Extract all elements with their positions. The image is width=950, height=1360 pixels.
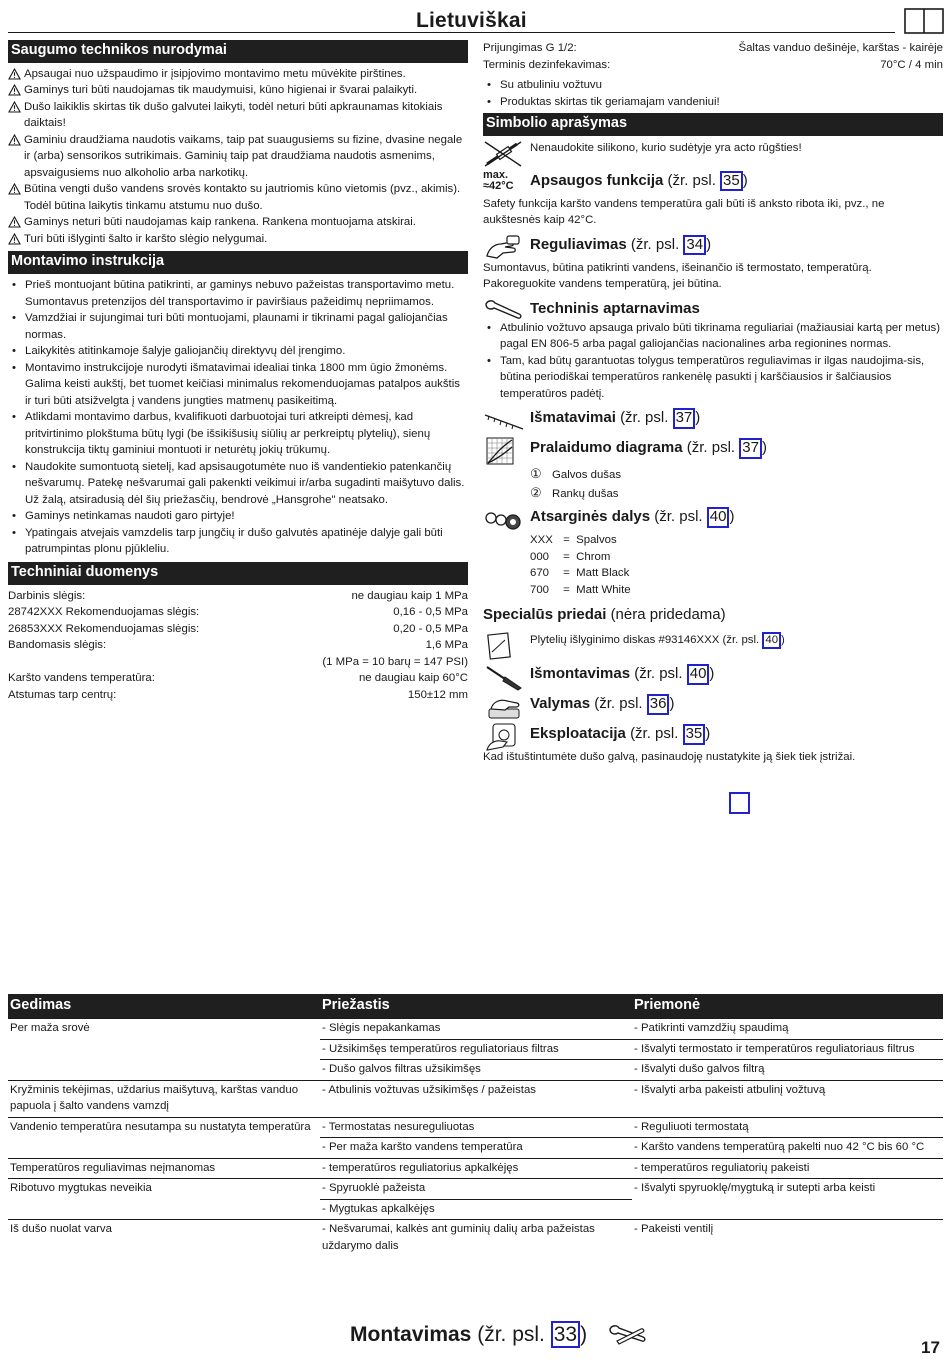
flow-diagram-icon	[483, 437, 525, 465]
disinfection-value: 70°C / 4 min	[880, 58, 943, 71]
cause-cell: - Atbulinis vožtuvas užsikimšęs / pažeistas	[320, 1080, 632, 1117]
hand-adjust-icon	[483, 234, 525, 262]
book-icon	[904, 8, 944, 34]
ref-prefix: (žr. psl.	[477, 1323, 545, 1346]
tech-value: (1 MPa = 10 barų = 147 PSI)	[322, 655, 468, 668]
silicone-row	[483, 140, 943, 170]
ref-suffix: )	[705, 725, 711, 743]
flow-legend-item	[530, 484, 943, 503]
legend-number: ②	[530, 485, 542, 501]
operation-icon	[483, 723, 525, 751]
tech-row	[8, 654, 468, 671]
tech-row	[8, 670, 468, 687]
max-temp: ≈42°C	[483, 180, 514, 193]
fix-cell: - Reguliuoti termostatą	[632, 1117, 943, 1138]
disinfection-row	[483, 57, 943, 74]
list-item: • Laikykitės atitinkamoje šalyje galiojančių direktyvų dėl įrengimo.	[8, 343, 468, 360]
connection-key: Prijungimas G 1/2:	[483, 42, 577, 54]
page-ref-link[interactable]: 40	[707, 507, 730, 528]
tech-value: 0,20 - 0,5 MPa	[393, 622, 468, 635]
warning-text: Turi būti išlyginti šalto ir karšto slėgio nelygumai.	[24, 232, 268, 245]
ruler-icon	[483, 407, 525, 435]
right-column	[483, 40, 943, 766]
cause-cell: - Dušo galvos filtras užsikimšęs	[320, 1060, 632, 1081]
footer-title	[350, 1320, 587, 1350]
warning-icon	[8, 84, 21, 96]
page-ref-link[interactable]: 35	[683, 724, 706, 745]
dismount-row	[483, 663, 943, 689]
page-ref-link[interactable]: 40	[687, 664, 710, 685]
ref-prefix: (žr. psl.	[634, 665, 683, 683]
cause-cell: - Užsikimšęs temperatūros reguliatoriaus filtras	[320, 1039, 632, 1060]
color-code: 000	[530, 550, 550, 563]
warning-text: Gaminys turi būti naudojamas tik maudymuisi, kūno higienai ir švarai palaikyti.	[24, 84, 418, 97]
disinfection-key: Terminis dezinfekavimas:	[483, 58, 611, 71]
tech-key: Darbinis slėgis:	[8, 589, 86, 602]
installation-heading: Montavimo instrukcija	[8, 251, 468, 274]
legend-label: Rankų dušas	[552, 488, 619, 501]
warning-icon	[8, 216, 21, 228]
fix-cell: - temperatūros reguliatorių pakeisti	[632, 1158, 943, 1179]
empty-link-box[interactable]	[729, 792, 750, 814]
fault-cell: Iš dušo nuolat varva	[8, 1220, 320, 1257]
fix-cell: - Pakeisti ventilį	[632, 1220, 943, 1257]
tech-value: 1,6 MPa	[425, 639, 468, 652]
ref-prefix: (žr. psl.	[594, 695, 643, 713]
cause-cell: - temperatūros reguliatorius apkalkėjęs	[320, 1158, 632, 1179]
tile-disc-icon	[483, 632, 525, 660]
color-code: XXX	[530, 534, 553, 547]
adjust-text: Sumontavus, būtina patikrinti vandens, išeinančio iš termostato, temperatūrą. Pakoreguokite vandens temperatūrą, jei būtina.	[483, 261, 872, 291]
tech-row	[8, 687, 468, 704]
table-row	[8, 1220, 943, 1257]
ref-suffix: )	[706, 235, 712, 253]
warning-text: Dušo laikiklis skirtas tik dušo galvutei laikyti, todėl neturi būti apkraunamas kitokiais daiktais!	[24, 100, 443, 130]
color-code: 670	[530, 567, 550, 580]
safety-function-text: Safety funkcija karšto vandens temperatūra gali būti iš anksto ribota iki, pvz., ne aukštesnės kaip 42°C.	[483, 197, 885, 227]
safety-function-title: Apsaugos funkcija	[530, 171, 664, 189]
footer-title-text: Montavimas	[350, 1323, 472, 1346]
cleaning-title: Valymas	[530, 695, 591, 713]
warning-item	[8, 231, 468, 248]
fault-cell: Temperatūros reguliavimas neįmanomas	[8, 1158, 320, 1179]
tech-data	[8, 588, 468, 704]
connection-row	[483, 40, 943, 57]
table-row	[8, 1080, 943, 1117]
list-item: • Gaminys netinkamas naudoti garo pirtyje!	[8, 508, 468, 525]
color-code-row: XXX = Spalvos	[530, 532, 943, 549]
left-column	[8, 40, 468, 703]
cause-cell: - Nešvarumai, kalkės ant guminių dalių arba pažeistas uždarymo dalis	[320, 1220, 632, 1257]
fix-cell: - Išvalyti arba pakeisti atbulinį vožtuvą	[632, 1080, 943, 1117]
list-item: • Naudokite sumontuotą sietelį, kad apsisaugotumėte nuo iš vandentiekio patenkančių nešvarumų. Patekę nešvarumai gali pakenkti veikimui ir/arba sugadinti maišytuvo dalis. Už žalą, atsiradusią dėl šių priežasčių, bendrovė „Hansgrohe" neatsako.	[8, 459, 468, 509]
wrench-icon	[483, 298, 525, 320]
title-rule	[8, 32, 895, 33]
warning-item	[8, 132, 468, 182]
warning-item	[8, 99, 468, 132]
max-temp-badge	[483, 170, 514, 193]
tech-row	[8, 637, 468, 654]
tech-row	[8, 604, 468, 621]
spares-row	[483, 506, 943, 532]
warning-item	[8, 66, 468, 83]
page-ref-link[interactable]: 37	[673, 408, 696, 429]
column-header: Gedimas	[8, 994, 320, 1019]
tech-key: Atstumas tarp centrų:	[8, 688, 117, 701]
tech-key: 26853XXX Rekomenduojamas slėgis:	[8, 622, 200, 635]
list-item: • Prieš montuojant būtina patikrinti, ar gaminys nebuvo pažeistas transportavimo metu. Sumontavus pretenzijos dėl transportavimo ir paviršiaus pažeidimų nepriimamos.	[8, 277, 468, 310]
installation-list	[8, 277, 468, 558]
safety-heading: Saugumo technikos nurodymai	[8, 40, 468, 63]
max-label: max.	[483, 168, 509, 181]
color-code: 700	[530, 583, 550, 596]
ref-prefix: (žr. psl.	[667, 171, 716, 189]
wrench-icon	[607, 1323, 649, 1345]
cause-cell: - Spyruoklė pažeista	[320, 1179, 632, 1200]
spare-parts-icon	[483, 506, 525, 534]
fix-cell: - Išvalyti termostato ir temperatūros reguliatoriaus filtrus	[632, 1039, 943, 1060]
page-ref-link[interactable]: 34	[683, 235, 706, 256]
cause-cell: - Slėgis nepakankamas	[320, 1019, 632, 1040]
ref-prefix: (žr. psl.	[686, 439, 736, 457]
color-name: Matt Black	[576, 567, 630, 580]
list-item: • Vamzdžiai ir sujungimai turi būti montuojami, plaunami ir tikrinami pagal galiojančias normas.	[8, 310, 468, 343]
cleaning-hand-icon	[483, 693, 525, 721]
warning-icon	[8, 101, 21, 113]
tech-key: Bandomasis slėgis:	[8, 639, 107, 652]
language-title: Lietuviškai	[416, 9, 527, 32]
operation-row	[483, 723, 943, 749]
color-name: Spalvos	[576, 534, 617, 547]
screwdriver-icon	[483, 663, 525, 691]
tech-key: Karšto vandens temperatūra:	[8, 672, 155, 685]
list-item: • Tam, kad būtų garantuotas tolygus temperatūros reguliavimas ir ilgas naudojima-sis, būtina periodiškai temperatūros rankenėlę pasukti į karščiausios ir šalčiausios temperatūros padėtį.	[483, 353, 943, 403]
ref-suffix: )	[669, 695, 675, 713]
cause-cell: - Per maža karšto vandens temperatūra	[320, 1138, 632, 1159]
ref-prefix: (žr. psl.	[620, 409, 669, 427]
service-title: Techninis aptarnavimas	[530, 299, 700, 317]
special-accessories-heading	[483, 604, 943, 626]
dismount-title: Išmontavimas	[530, 665, 631, 683]
tech-value: ne daugiau kaip 60°C	[358, 672, 468, 685]
fault-cell: Per maža srovė	[8, 1019, 320, 1081]
column-header: Priemonė	[632, 994, 943, 1019]
warning-text: Apsaugai nuo užspaudimo ir įsipjovimo montavimo metu mūvėkite pirštines.	[24, 67, 406, 80]
safety-warnings	[8, 66, 468, 248]
service-list	[483, 320, 943, 403]
ref-suffix: )	[761, 439, 767, 457]
warning-item	[8, 181, 468, 214]
page-ref-link[interactable]: 36	[647, 694, 670, 715]
ref-suffix: )	[781, 634, 785, 647]
tech-value: 150±12 mm	[407, 688, 468, 701]
warning-text: Gaminys neturi būti naudojamas kaip rankena. Rankena montuojama atskirai.	[24, 216, 416, 229]
special-title: Specialūs priedai	[483, 606, 607, 624]
warning-text: Gaminiu draudžiama naudotis vaikams, taip pat suaugusiems su fizine, dvasine negale ir (arba) sensorikos sutrikimais. Gaminių taip pat draudžiama naudotis asmenims, apsvaigusiems nuo alkoholio arba narkotikų.	[24, 133, 463, 179]
table-row	[8, 1158, 943, 1179]
warning-item	[8, 214, 468, 231]
troubleshooting-table	[8, 994, 943, 1256]
disc-row	[483, 632, 943, 660]
color-code-row: 700 = Matt White	[530, 582, 943, 599]
spares-title: Atsarginės dalys	[530, 508, 651, 526]
color-name: Chrom	[576, 550, 611, 563]
ref-suffix: )	[742, 171, 748, 189]
special-subtitle: (nėra pridedama)	[610, 606, 726, 624]
service-row	[483, 298, 943, 320]
cause-cell: - Mygtukas apkalkėjęs	[320, 1199, 632, 1220]
tech-value: ne daugiau kaip 1 MPa	[351, 589, 468, 602]
warning-icon	[8, 68, 21, 80]
flow-diagram-row	[483, 437, 943, 463]
column-header: Priežastis	[320, 994, 632, 1019]
page-number: 17	[921, 1338, 940, 1357]
operation-text: Kad ištuštintumėte dušo galvą, pasinaudoję nustatykite ją šiek tiek įstrižai.	[483, 751, 856, 764]
list-item: • Produktas skirtas tik geriamajam vandeniui!	[483, 94, 943, 111]
tech-heading: Techniniai duomenys	[8, 562, 468, 585]
list-item: • Su atbuliniu vožtuvu	[483, 77, 943, 94]
ref-suffix: )	[709, 665, 715, 683]
tech-row	[8, 588, 468, 605]
page-ref-link[interactable]: 35	[720, 171, 743, 192]
ref-suffix: )	[729, 508, 735, 526]
flow-legend-item	[530, 465, 943, 484]
connection-value: Šaltas vanduo dešinėje, karštas - kairėje	[738, 42, 943, 54]
color-code-row: 670 = Matt Black	[530, 565, 943, 582]
cause-cell: - Termostatas nesureguliuotas	[320, 1117, 632, 1138]
ref-prefix: (žr. psl.	[630, 725, 679, 743]
page-ref-link[interactable]: 33	[551, 1321, 580, 1348]
table-row	[8, 1117, 943, 1138]
product-notes	[483, 77, 943, 110]
fault-cell: Kryžminis tekėjimas, uždarius maišytuvą, karštas vanduo papuola į šalto vandens vamzdį	[8, 1080, 320, 1117]
ref-suffix: )	[695, 409, 701, 427]
safety-function-row	[483, 170, 943, 196]
list-item: • Ypatingais atvejais vamzdelis tarp jungčių ir dušo galvutės apatinėje dalyje gali būti patrumpintas plonu pjūkleliu.	[8, 525, 468, 558]
table-row	[8, 1179, 943, 1200]
list-item: • Atlikdami montavimo darbus, kvalifikuoti darbuotojai turi atkreipti dėmesį, kad pritvirtinimo plokštuma būtų lygi (be išsikišusių siūlių ar perkreiptų plytelių), sienų konstrukcija tiktų gaminiui montuoti ir neturėtų jokių trūkumų.	[8, 409, 468, 459]
fault-cell: Ribotuvo mygtukas neveikia	[8, 1179, 320, 1220]
cleaning-row	[483, 693, 943, 719]
ref-suffix: )	[580, 1323, 588, 1346]
disc-text: Plytelių išlyginimo diskas #93146XXX (žr. psl.	[530, 634, 760, 647]
page-ref-link[interactable]: 37	[739, 438, 762, 459]
tech-key: 28742XXX Rekomenduojamas slėgis:	[8, 606, 200, 619]
fix-cell: - Patikrinti vamzdžių spaudimą	[632, 1019, 943, 1040]
operation-title: Eksploatacija	[530, 725, 626, 743]
ref-prefix: (žr. psl.	[630, 235, 680, 253]
warning-icon	[8, 233, 21, 245]
flow-diagram-title: Pralaidumo diagrama	[530, 439, 683, 457]
silicone-text: Nenaudokite silikono, kurio sudėtyje yra acto rūgšties!	[530, 141, 802, 154]
warning-icon	[8, 183, 21, 195]
tech-value: 0,16 - 0,5 MPa	[393, 606, 468, 619]
warning-item	[8, 82, 468, 99]
fix-cell: - Išvalyti dušo galvos filtrą	[632, 1060, 943, 1081]
table-header-row	[8, 994, 943, 1019]
symbols-heading: Simbolio aprašymas	[483, 113, 943, 136]
dimensions-title: Išmatavimai	[530, 409, 616, 427]
list-item: • Atbulinio vožtuvo apsauga privalo būti tikrinama reguliariai (mažiausiai kartą per metus) pagal EN 806-5 arba pagal galiojančias nacionalines arba regionines normas.	[483, 320, 943, 353]
dimensions-row	[483, 407, 943, 433]
adjust-title: Reguliavimas	[530, 235, 627, 253]
legend-number: ①	[530, 466, 542, 482]
flow-legend	[483, 465, 943, 503]
color-code-row: 000 = Chrom	[530, 549, 943, 566]
adjust-row	[483, 234, 943, 260]
fix-cell: - Išvalyti spyruoklę/mygtuką ir sutepti arba keisti	[632, 1179, 943, 1200]
tech-row	[8, 621, 468, 638]
warning-text: Būtina vengti dušo vandens srovės kontakto su jautriomis kūno vietomis (pvz., akimis). Todėl būtina laikytis tinkamu atstumu nuo dušo.	[24, 183, 461, 212]
legend-label: Galvos dušas	[552, 469, 622, 482]
fault-cell: Vandenio temperatūra nesutampa su nustatyta temperatūra	[8, 1117, 320, 1158]
warning-icon	[8, 134, 21, 146]
color-name: Matt White	[576, 583, 631, 596]
color-codes	[483, 532, 943, 598]
ref-prefix: (žr. psl.	[654, 508, 703, 526]
list-item: • Montavimo instrukcijoje nurodyti išmatavimai idealiai tinka 1800 mm ūgio žmonėms. Galima keisti aukštį, bet tuomet keičiasi minimalus rekomenduojamas patalpos aukštis ir turi būti atsižvelgta į vandens jungties matmenų pasikeitimą.	[8, 360, 468, 410]
silicone-gun-icon	[483, 140, 525, 168]
fix-cell: - Karšto vandens temperatūrą pakelti nuo 42 °C bis 60 °C	[632, 1138, 943, 1159]
table-row	[8, 1019, 943, 1040]
fix-cell	[632, 1199, 943, 1220]
page-ref-link[interactable]: 40	[762, 632, 781, 649]
